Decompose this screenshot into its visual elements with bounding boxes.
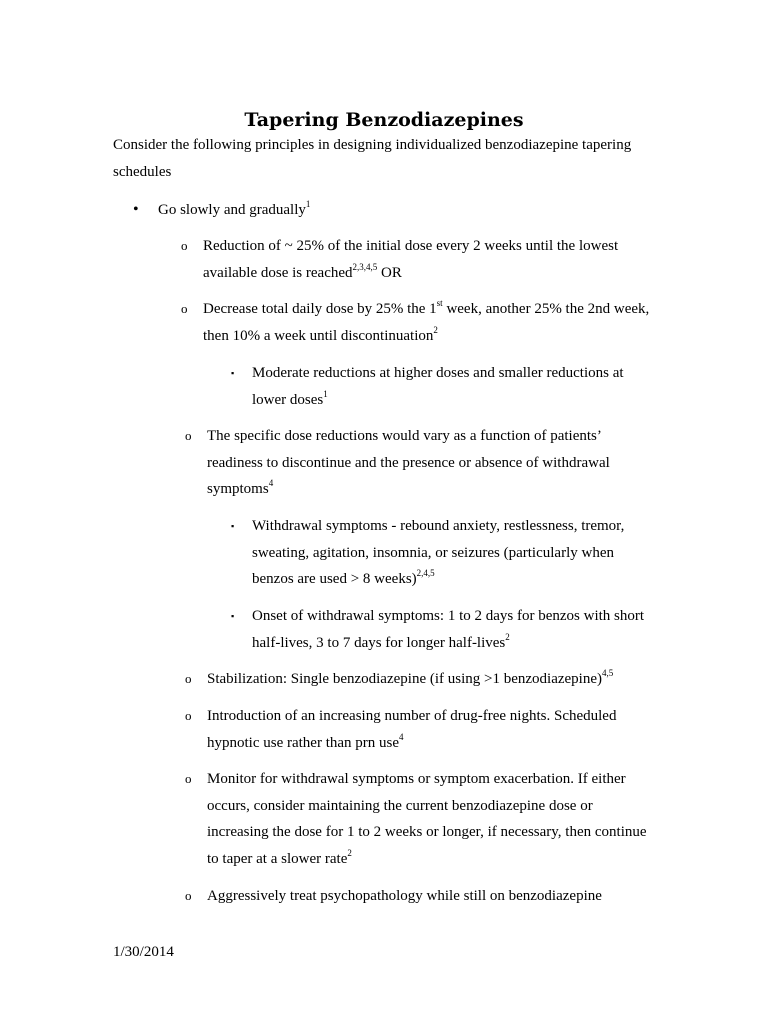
list-item-text: Moderate reductions at higher doses and smaller reductions at lower doses xyxy=(252,365,624,408)
list-item-text: Aggressively treat psychopathology while still on benzodiazepine xyxy=(207,888,602,904)
circle-marker: o xyxy=(185,771,192,786)
list-item-text: The specific dose reductions would vary as a function of patients’ readiness to discontinue and the presence or absence of withdrawal symptoms xyxy=(207,428,610,497)
reference-superscript: 1 xyxy=(305,199,311,209)
square-marker: ▪ xyxy=(231,521,235,531)
reference-superscript: 2 xyxy=(433,324,438,335)
document-title: Tapering Benzodiazepines xyxy=(244,109,524,131)
intro-text: Consider the following principles in designing individualized benzodiazepine tapering schedules xyxy=(113,137,632,180)
intro-paragraph xyxy=(113,132,643,185)
list-item-text: Withdrawal symptoms - rebound anxiety, restlessness, tremor, sweating, agitation, insomnia, or seizures (particularly when benzos are used > 8 weeks) xyxy=(252,518,625,587)
list-item-onset-withdrawal xyxy=(252,603,662,656)
reference-superscript: 1 xyxy=(323,388,328,399)
reference-superscript: 4 xyxy=(268,478,274,488)
list-item-moderate-reductions xyxy=(252,360,637,413)
square-marker: ▪ xyxy=(231,611,235,621)
reference-superscript: 2,3,4,5 xyxy=(352,261,378,272)
circle-marker: o xyxy=(181,301,188,316)
reference-superscript: 2 xyxy=(505,631,510,642)
ordinal-superscript: st xyxy=(436,298,443,308)
reference-superscript: 2,4,5 xyxy=(416,568,435,578)
reference-superscript: 4 xyxy=(399,731,404,742)
list-item-text: Decrease total daily dose by 25% the 1 xyxy=(203,301,437,317)
reference-superscript: 2 xyxy=(347,847,352,858)
circle-marker: o xyxy=(181,238,188,253)
list-item-text-suffix: OR xyxy=(377,264,402,281)
list-item-text: Go slowly and gradually xyxy=(158,202,306,218)
list-item-text-continued: week, another 25% the 2nd week, then 10% a week until discontinuation xyxy=(203,301,650,344)
list-item-text: Reduction of ~ 25% of the initial dose every 2 weeks until the lowest available dose is reached xyxy=(203,238,619,281)
footer-date: 1/30/2014 xyxy=(113,944,174,960)
circle-marker: o xyxy=(185,888,192,903)
list-item-text: Onset of withdrawal symptoms: 1 to 2 days for benzos with short half-lives, 3 to 7 days for longer half-lives xyxy=(252,608,645,651)
list-item-text: Monitor for withdrawal symptoms or symptom exacerbation. If either occurs, consider maintaining the current benzodiazepine dose or increasing the dose for 1 to 2 weeks or longer, if necessary, then continue to taper at a slower rate xyxy=(207,771,647,867)
list-item-go-slowly xyxy=(158,197,638,224)
list-item-reduction-25 xyxy=(203,233,648,286)
list-item-monitor-withdrawal xyxy=(207,766,655,872)
circle-marker: o xyxy=(185,671,192,686)
list-item-drug-free-nights xyxy=(207,703,639,756)
circle-marker: o xyxy=(185,708,192,723)
list-item-treat-psychopathology xyxy=(207,883,657,910)
bullet-marker: • xyxy=(133,201,139,218)
list-item-withdrawal-symptoms xyxy=(252,513,650,593)
circle-marker: o xyxy=(185,428,192,443)
reference-superscript: 4,5 xyxy=(602,668,614,678)
list-item-text: Introduction of an increasing number of drug-free nights. Scheduled hypnotic use rather than prn use xyxy=(207,708,617,751)
list-item-stabilization xyxy=(207,666,667,693)
square-marker: ▪ xyxy=(231,368,235,378)
list-item-decrease-daily-dose xyxy=(203,296,663,349)
list-item-specific-dose-reductions xyxy=(207,423,617,503)
list-item-text: Stabilization: Single benzodiazepine (if using >1 benzodiazepine) xyxy=(207,671,603,687)
